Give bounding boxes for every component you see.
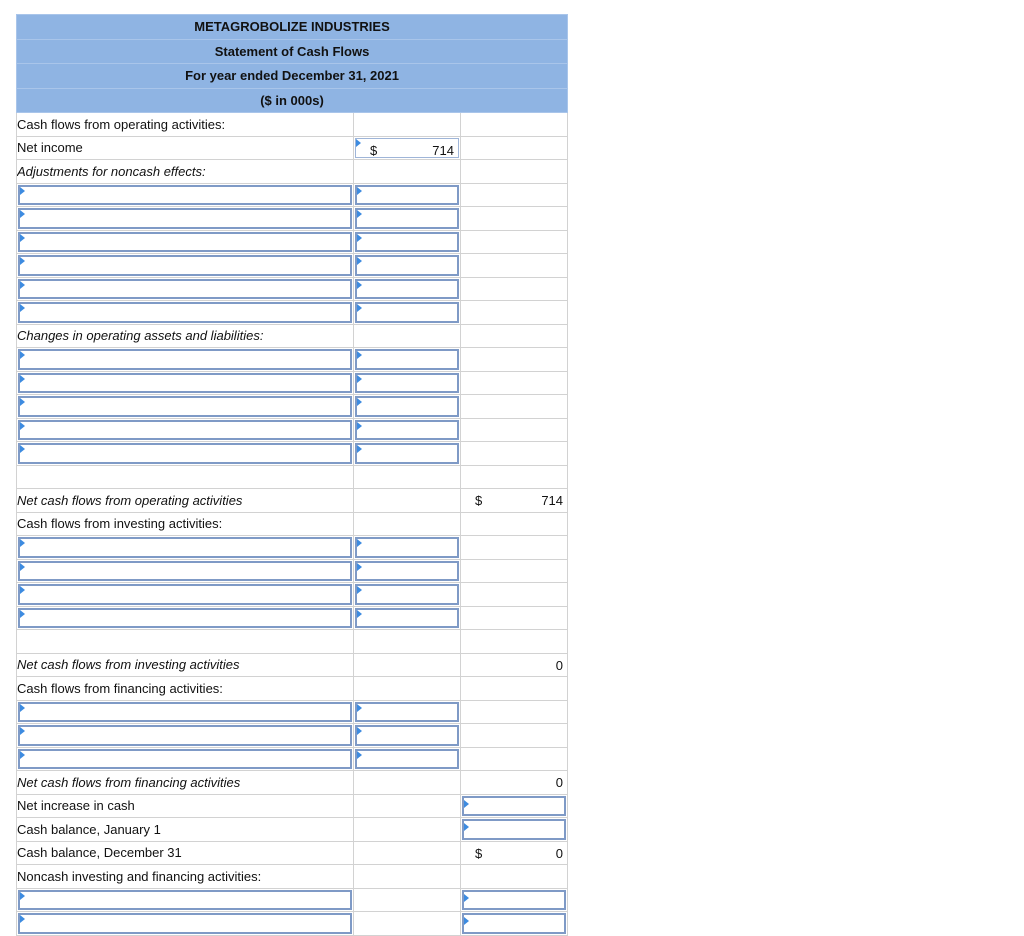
dropdown-arrow-icon	[20, 586, 25, 594]
financing-label-input[interactable]	[18, 702, 352, 723]
table-row	[17, 865, 568, 889]
dropdown-arrow-icon	[357, 586, 362, 594]
dropdown-arrow-icon	[356, 139, 361, 147]
net-financing-label: Net cash flows from financing activities	[17, 771, 354, 795]
dropdown-arrow-icon	[357, 445, 362, 453]
dropdown-arrow-icon	[20, 257, 25, 265]
table-row	[17, 630, 568, 654]
financing-amount-input[interactable]	[355, 725, 459, 746]
noncash-label-input[interactable]	[18, 890, 352, 911]
dropdown-arrow-icon	[357, 704, 362, 712]
change-label-input[interactable]	[18, 373, 352, 394]
dropdown-arrow-icon	[464, 917, 469, 925]
dropdown-arrow-icon	[20, 187, 25, 195]
change-row	[17, 348, 568, 372]
dropdown-arrow-icon	[20, 375, 25, 383]
adjustment-row	[17, 207, 568, 231]
dollar-sign: $	[370, 142, 378, 158]
investing-amount-input[interactable]	[355, 537, 459, 558]
dropdown-arrow-icon	[20, 563, 25, 571]
dropdown-arrow-icon	[357, 610, 362, 618]
company-name: METAGROBOLIZE INDUSTRIES	[17, 15, 568, 40]
adjustment-amount-input[interactable]	[355, 232, 459, 253]
table-row	[17, 324, 568, 348]
dropdown-arrow-icon	[20, 422, 25, 430]
dropdown-arrow-icon	[20, 281, 25, 289]
dropdown-arrow-icon	[357, 304, 362, 312]
dropdown-arrow-icon	[357, 563, 362, 571]
dropdown-arrow-icon	[357, 257, 362, 265]
dropdown-arrow-icon	[357, 234, 362, 242]
net-investing-label: Net cash flows from investing activities	[17, 653, 354, 677]
net-income-value: 714	[432, 142, 454, 158]
investing-label-input[interactable]	[18, 537, 352, 558]
net-investing-cell	[461, 653, 568, 677]
dropdown-arrow-icon	[20, 704, 25, 712]
table-row	[17, 818, 568, 842]
net-operating-cell	[461, 489, 568, 513]
adjustment-amount-input[interactable]	[355, 279, 459, 300]
net-financing-cell	[461, 771, 568, 795]
header-row	[17, 15, 568, 40]
net-investing-value: 0	[555, 657, 564, 673]
investing-row	[17, 606, 568, 630]
adjustment-label-input[interactable]	[18, 185, 352, 206]
financing-label-input[interactable]	[18, 749, 352, 770]
statement-units: ($ in 000s)	[17, 88, 568, 113]
table-row	[17, 794, 568, 818]
investing-amount-input[interactable]	[355, 561, 459, 582]
header-row	[17, 88, 568, 113]
investing-row	[17, 583, 568, 607]
dropdown-arrow-icon	[20, 445, 25, 453]
noncash-row	[17, 912, 568, 936]
table-row	[17, 512, 568, 536]
table-row	[17, 653, 568, 677]
dropdown-arrow-icon	[20, 234, 25, 242]
financing-row	[17, 700, 568, 724]
cash-jan-input[interactable]	[462, 819, 566, 840]
dropdown-arrow-icon	[357, 422, 362, 430]
investing-row	[17, 536, 568, 560]
dropdown-arrow-icon	[357, 187, 362, 195]
net-increase-label: Net increase in cash	[17, 794, 354, 818]
adjustment-amount-input[interactable]	[355, 255, 459, 276]
cash-flow-statement	[16, 14, 568, 936]
investing-amount-input[interactable]	[355, 584, 459, 605]
noncash-amount-input[interactable]	[462, 913, 566, 934]
adjustment-row	[17, 277, 568, 301]
financing-amount-input[interactable]	[355, 749, 459, 770]
dropdown-arrow-icon	[464, 823, 469, 831]
noncash-label-input[interactable]	[18, 913, 352, 934]
net-income-label: Net income	[17, 136, 354, 160]
adjustment-amount-input[interactable]	[355, 185, 459, 206]
dropdown-arrow-icon	[357, 210, 362, 218]
investing-row	[17, 559, 568, 583]
dropdown-arrow-icon	[357, 539, 362, 547]
dollar-sign: $	[475, 845, 483, 861]
change-amount-input[interactable]	[355, 420, 459, 441]
dropdown-arrow-icon	[20, 892, 25, 900]
adjustment-label-input[interactable]	[18, 208, 352, 229]
dropdown-arrow-icon	[20, 539, 25, 547]
cash-dec-cell	[461, 841, 568, 865]
table-row	[17, 677, 568, 701]
dropdown-arrow-icon	[20, 727, 25, 735]
statement-title: Statement of Cash Flows	[17, 39, 568, 64]
investing-label-input[interactable]	[18, 561, 352, 582]
investing-section-title: Cash flows from investing activities:	[17, 512, 354, 536]
dropdown-arrow-icon	[357, 727, 362, 735]
investing-amount-input[interactable]	[355, 608, 459, 629]
adjustment-row	[17, 183, 568, 207]
dropdown-arrow-icon	[357, 375, 362, 383]
dropdown-arrow-icon	[20, 915, 25, 923]
dropdown-arrow-icon	[20, 610, 25, 618]
header-row	[17, 39, 568, 64]
statement-period: For year ended December 31, 2021	[17, 64, 568, 89]
net-increase-input[interactable]	[462, 796, 566, 817]
dropdown-arrow-icon	[20, 398, 25, 406]
header-row	[17, 64, 568, 89]
adjustment-label-input[interactable]	[18, 279, 352, 300]
dropdown-arrow-icon	[20, 751, 25, 759]
net-financing-value: 0	[555, 775, 564, 790]
table-row	[17, 465, 568, 489]
cash-jan-label: Cash balance, January 1	[17, 818, 354, 842]
table-row	[17, 113, 568, 137]
adjustment-row	[17, 254, 568, 278]
change-amount-input[interactable]	[355, 349, 459, 370]
dropdown-arrow-icon	[464, 800, 469, 808]
adjustment-label-input[interactable]	[18, 255, 352, 276]
dropdown-arrow-icon	[464, 894, 469, 902]
table-row	[17, 489, 568, 513]
net-operating-value: 714	[541, 493, 564, 508]
investing-label-input[interactable]	[18, 608, 352, 629]
change-amount-input[interactable]	[355, 396, 459, 417]
dropdown-arrow-icon	[357, 751, 362, 759]
dropdown-arrow-icon	[357, 398, 362, 406]
dropdown-arrow-icon	[20, 351, 25, 359]
noncash-row	[17, 888, 568, 912]
investing-label-input[interactable]	[18, 584, 352, 605]
operating-section-title: Cash flows from operating activities:	[17, 113, 354, 137]
noncash-section-title: Noncash investing and financing activities:	[17, 865, 354, 889]
adjustment-row	[17, 301, 568, 325]
change-label-input[interactable]	[18, 349, 352, 370]
dropdown-arrow-icon	[357, 281, 362, 289]
table-row	[17, 160, 568, 184]
change-amount-input[interactable]	[355, 443, 459, 464]
change-row	[17, 395, 568, 419]
dropdown-arrow-icon	[20, 304, 25, 312]
net-income-input[interactable]	[355, 138, 459, 159]
adjustment-label-input[interactable]	[18, 302, 352, 323]
change-amount-input[interactable]	[355, 373, 459, 394]
table-row	[17, 136, 568, 160]
change-row	[17, 418, 568, 442]
cash-dec-label: Cash balance, December 31	[17, 841, 354, 865]
net-income-cell	[354, 136, 461, 160]
change-row	[17, 371, 568, 395]
financing-label-input[interactable]	[18, 725, 352, 746]
changes-title: Changes in operating assets and liabilities:	[17, 324, 354, 348]
adjustment-amount-input[interactable]	[355, 302, 459, 323]
change-label-input[interactable]	[18, 396, 352, 417]
adjustment-row	[17, 230, 568, 254]
adjustment-label-input[interactable]	[18, 232, 352, 253]
financing-amount-input[interactable]	[355, 702, 459, 723]
adjustments-title: Adjustments for noncash effects:	[17, 160, 354, 184]
dollar-sign: $	[475, 493, 483, 508]
cash-dec-value: 0	[555, 845, 564, 861]
financing-section-title: Cash flows from financing activities:	[17, 677, 354, 701]
change-label-input[interactable]	[18, 443, 352, 464]
dropdown-arrow-icon	[20, 210, 25, 218]
change-label-input[interactable]	[18, 420, 352, 441]
noncash-amount-input[interactable]	[462, 890, 566, 911]
table-row	[17, 771, 568, 795]
net-operating-label: Net cash flows from operating activities	[17, 489, 354, 513]
financing-row	[17, 724, 568, 748]
dropdown-arrow-icon	[357, 351, 362, 359]
financing-row	[17, 747, 568, 771]
table-row	[17, 841, 568, 865]
change-row	[17, 442, 568, 466]
adjustment-amount-input[interactable]	[355, 208, 459, 229]
